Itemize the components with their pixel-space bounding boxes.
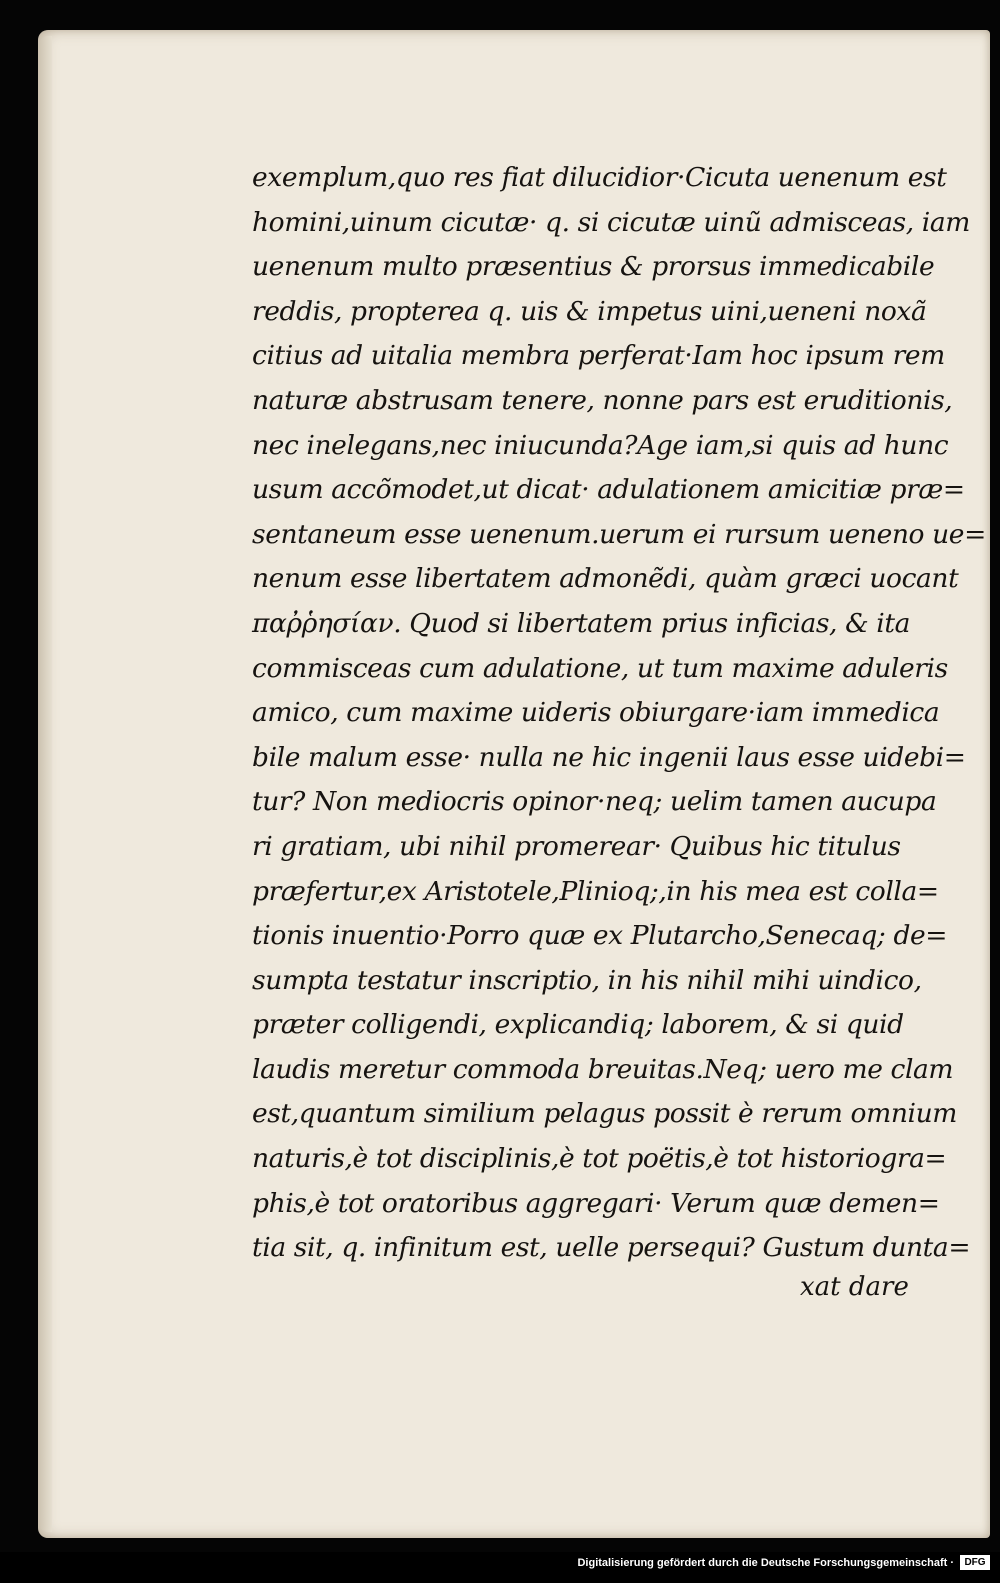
- text-line: laudis meretur commoda breuitas.Neq; uero me clam: [252, 1053, 954, 1085]
- text-line: amico, cum maxime uideris obiurgare·iam immedica: [252, 697, 940, 729]
- funding-credit: Digitalisierung gefördert durch die Deutsche Forschungsgemeinschaft ·: [577, 1557, 954, 1569]
- text-line: præfertur,ex Aristotele,Plinioq;,in his mea est colla=: [252, 875, 939, 907]
- text-line: est,quantum similium pelagus possit è rerum omnium: [252, 1098, 957, 1130]
- text-line: bile malum esse· nulla ne hic ingenii laus esse uidebi=: [252, 741, 966, 773]
- text-line: naturis,è tot disciplinis,è tot poëtis,è tot historiogra=: [252, 1143, 947, 1175]
- dfg-logo: DFG: [960, 1555, 990, 1570]
- text-line: nec inelegans,nec iniucunda?Age iam,si quis ad hunc: [252, 429, 949, 461]
- text-line: præter colligendi, explicandiq; laborem, & si quid: [252, 1009, 904, 1041]
- text-line: naturæ abstrusam tenere, nonne pars est eruditionis,: [252, 384, 953, 416]
- text-line: sumpta testatur inscriptio, in his nihil mihi uindico,: [252, 964, 922, 996]
- page-edge: [40, 36, 52, 1532]
- text-line: commisceas cum adulatione, ut tum maxime aduleris: [252, 652, 948, 684]
- text-line: παῤῥησίαν. Quod si libertatem prius inficias, & ita: [252, 607, 911, 639]
- text-line: ri gratiam, ubi nihil promerear· Quibus hic titulus: [252, 830, 901, 862]
- text-line: citius ad uitalia membra perferat·Iam hoc ipsum rem: [252, 340, 945, 372]
- text-line: uenenum multo præsentius & prorsus immedicabile: [252, 251, 935, 283]
- text-line: usum accõmodet,ut dicat· adulationem amicitiæ præ=: [252, 474, 965, 506]
- text-line: tur? Non mediocris opinor·neq; uelim tamen aucupa: [252, 786, 937, 818]
- text-line: tionis inuentio·Porro quæ ex Plutarcho,Senecaq; de=: [252, 920, 948, 952]
- text-line: sentaneum esse uenenum.uerum ei rursum ueneno ue=: [252, 518, 986, 550]
- text-line: homini,uinum cicutæ· q. si cicutæ uinũ admisceas, iam: [252, 206, 971, 238]
- text-line: nenum esse libertatem admonẽdi, quàm græci uocant: [252, 563, 959, 595]
- catchword: xat dare: [800, 1272, 909, 1302]
- text-line: reddis, propterea q. uis & impetus uini,ueneni noxã: [252, 295, 927, 327]
- text-line: exemplum,quo res fiat dilucidior·Cicuta uenenum est: [252, 162, 947, 193]
- text-line: phis,è tot oratoribus aggregari· Verum quæ demen=: [252, 1187, 940, 1219]
- text-line: tia sit, q. infinitum est, uelle persequi? Gustum dunta=: [252, 1232, 971, 1264]
- body-text: [252, 156, 986, 1271]
